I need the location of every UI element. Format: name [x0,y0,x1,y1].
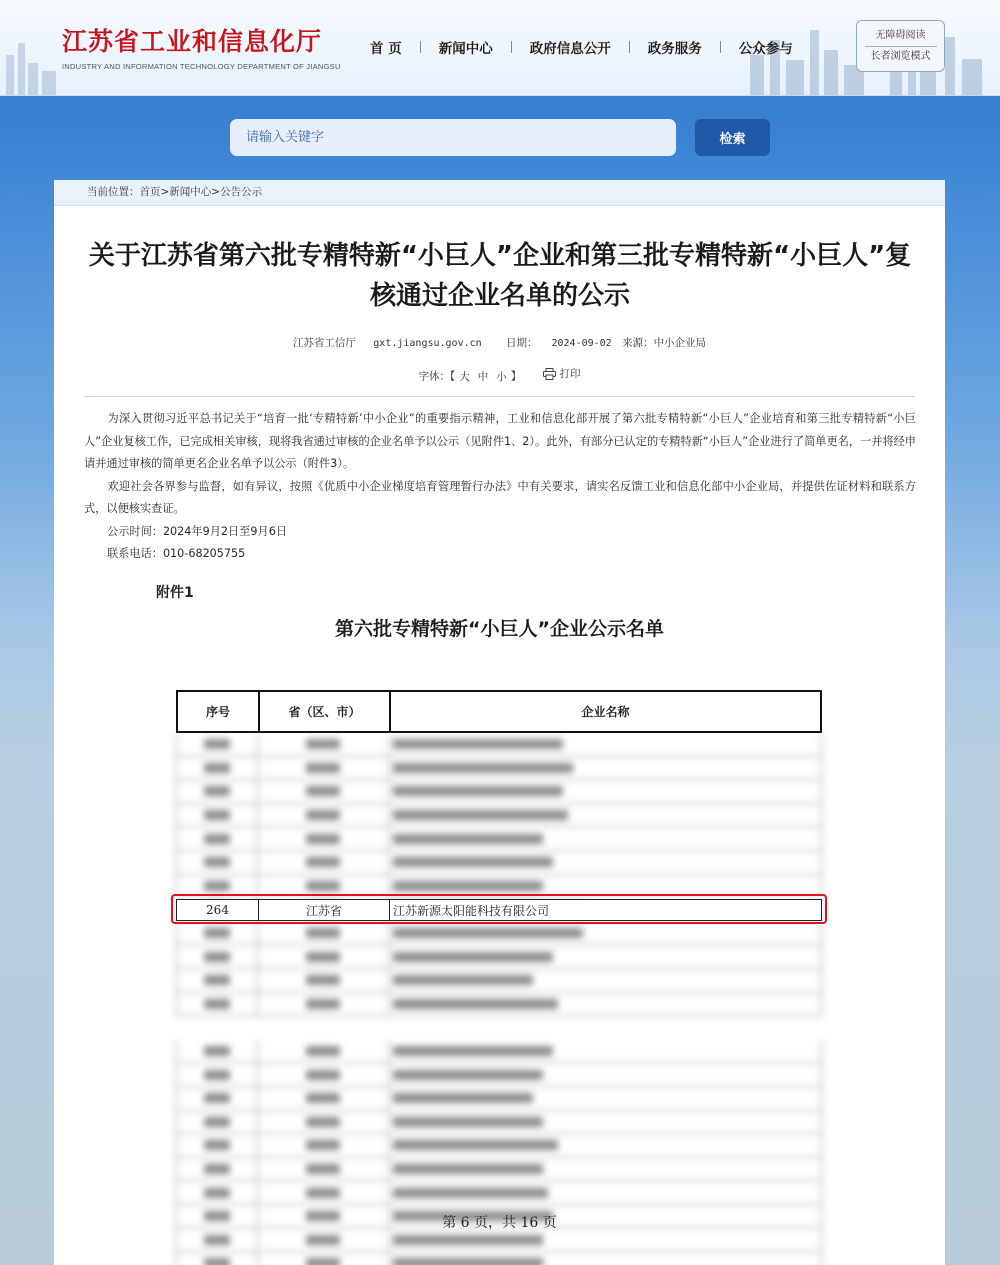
date-label: 日期： [506,337,538,349]
blurred-row [176,945,822,969]
blurred-row [176,733,822,757]
column-header-company: 企业名称 [390,691,821,732]
font-bracket-close: 】 [510,370,522,383]
article-from: 中小企业局 [653,337,707,349]
skyline-decoration-icon [0,35,70,95]
site-header [0,0,1000,96]
article-date: 2024-09-02 [551,338,612,349]
blurred-row [176,804,822,828]
attachment-label: 附件1 [156,585,194,601]
barrier-free-reading-button[interactable]: 无障碍阅读 [875,29,926,41]
blurred-row [176,1063,822,1087]
print-label: 打印 [559,368,581,380]
article-source: 江苏省工信厅 [292,337,356,349]
highlighted-row-container [176,899,822,921]
blurred-row [176,1252,822,1265]
blurred-row [176,827,822,851]
column-header-province: 省（区、市） [259,691,390,732]
font-bracket-open: 【 [449,370,456,383]
printer-icon [543,368,556,380]
breadcrumb-label: 当前位置： [87,186,140,198]
breadcrumb-path[interactable]: 首页>新闻中心>公告公示 [139,186,263,198]
nav-gov-services[interactable]: 政务服务 [647,41,702,57]
blurred-table-rows [176,733,822,1265]
font-medium-button[interactable]: 中 [477,370,489,383]
blurred-row [176,1040,822,1064]
blurred-row [176,969,822,993]
nav-home[interactable]: 首 页 [370,41,402,57]
print-button[interactable] [543,366,581,381]
article-site: gxt.jiangsu.gov.cn [373,338,482,349]
blurred-row [176,780,822,804]
nav-news-center[interactable]: 新闻中心 [438,41,493,57]
blurred-row [176,1228,822,1252]
accessibility-panel [856,20,945,72]
main-nav [352,37,811,57]
title-divider [84,396,915,397]
blurred-row [176,757,822,781]
company-table [176,690,822,1265]
page-title: 关于江苏省第六批专精特新“小巨人”企业和第三批专精特新“小巨人”复核通过企业名单的公示 [88,241,912,311]
breadcrumb [54,180,945,206]
article-body [84,408,916,566]
content-panel [54,180,945,1265]
row-company: 江苏新源太阳能科技有限公司 [390,900,822,921]
nav-public-participation[interactable]: 公众参与 [738,41,793,57]
from-label: 来源： [622,337,654,349]
article-meta [54,335,945,350]
table-header-row [177,691,821,732]
font-label: 字体： [418,370,450,383]
blurred-row [176,922,822,946]
contact-phone: 联系电话：010-68205755 [107,547,246,560]
elderly-mode-button[interactable]: 长者浏览模式 [870,50,931,62]
blurred-row [176,1111,822,1135]
row-province: 江苏省 [259,900,390,921]
article-paragraph-2: 欢迎社会各界参与监督，如有异议，按照《优质中小企业梯度培育管理暂行办法》中有关要求，请实名反馈工业和信息化部中小企业局，并提供佐证材料和联系方式，以便核实查证。 [84,479,916,515]
site-name: 江苏省工业和信息化厅 [62,27,323,56]
font-large-button[interactable]: 大 [459,370,470,383]
blurred-row [176,851,822,875]
blurred-row [176,1134,822,1158]
blurred-row [176,1087,822,1111]
blurred-row [176,1158,822,1182]
blurred-row [176,993,822,1017]
row-number: 264 [177,900,259,921]
table-row [177,900,822,921]
search-button[interactable]: 检索 [695,119,770,156]
publicity-period: 公示时间：2024年9月2日至9月6日 [107,524,288,538]
search-input[interactable] [230,119,676,156]
site-name-en: INDUSTRY AND INFORMATION TECHNOLOGY DEPARTMENT OF JIANGSU [62,62,341,71]
blurred-row [176,875,822,899]
article-paragraph-1: 为深入贯彻习近平总书记关于“培育一批‘专精特新’中小企业”的重要指示精神，工业和信息化部开展了第六批专精特新“小巨人”企业培育和第三批专精特新“小巨人”企业复核工作，已完成相关审核，现将我省通过审核的企业名单予以公示（见附件1、2）。此外，有部分已认定的专精特新“小巨人”企业进行了简单更名，一并将经申请并通过审核的简单更名企业名单予以公示（附件3）。 [84,412,916,470]
font-small-button[interactable]: 小 [496,370,507,383]
nav-gov-info[interactable]: 政府信息公开 [529,41,611,57]
font-size-controls [54,366,945,384]
page-indicator: 第 6 页，共 16 页 [442,1215,557,1231]
blurred-row [176,1181,822,1205]
site-logo[interactable] [62,22,341,71]
list-title: 第六批专精特新“小巨人”企业公示名单 [335,618,664,640]
column-header-number: 序号 [177,691,259,732]
